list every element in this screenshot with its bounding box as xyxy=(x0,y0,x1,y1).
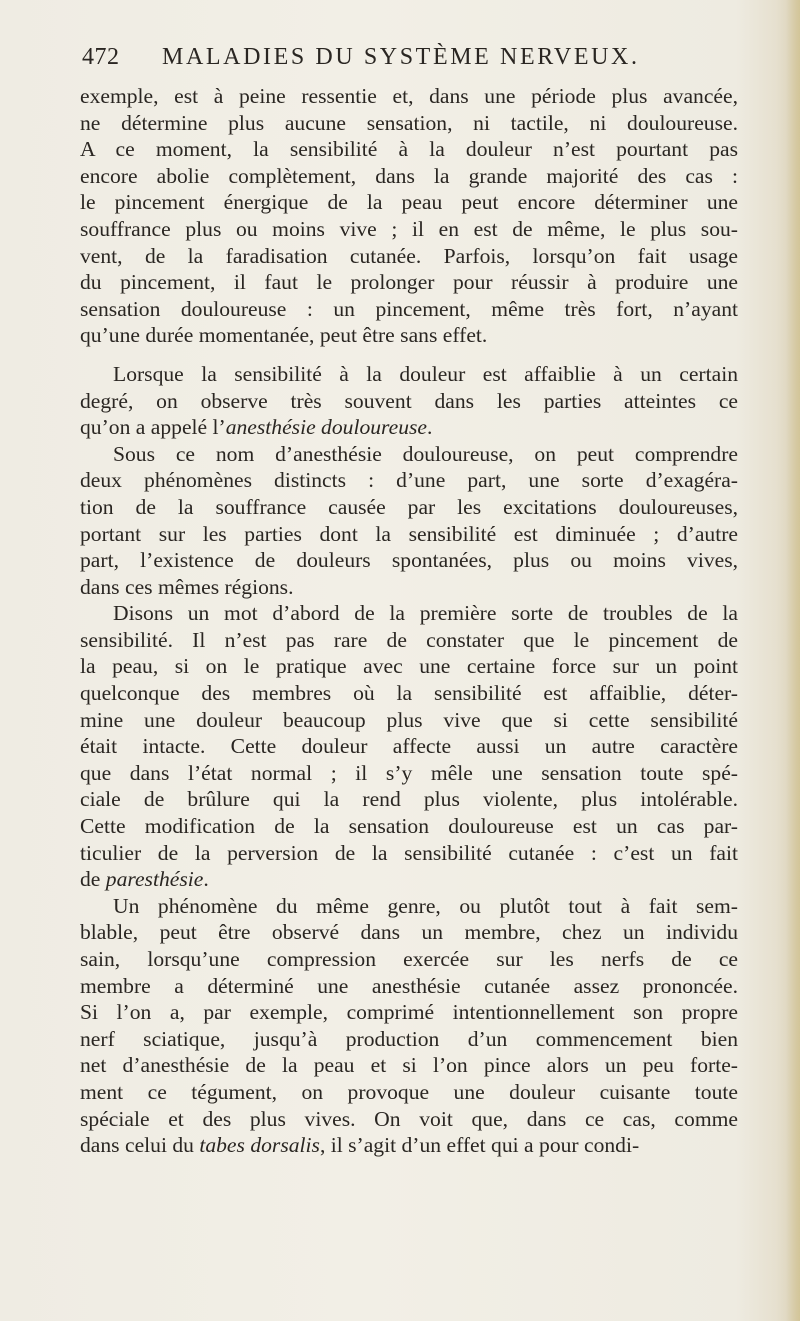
paragraph xyxy=(80,893,738,1159)
page-edge-shadow xyxy=(786,0,800,1321)
page-number: 472 xyxy=(82,44,120,70)
text-line: souffrance plus ou moins vive ; il en est de même, le plus sou- xyxy=(80,216,738,241)
text-line: ne détermine plus aucune sensation, ni tactile, ni douloureuse. xyxy=(80,110,738,135)
text-line: quelconque des membres où la sensibilité est affaiblie, déter- xyxy=(80,681,738,706)
text-line: était intacte. Cette douleur affecte aussi un autre caractère xyxy=(80,734,738,759)
italic-term: anesthésie douloureuse xyxy=(225,415,428,440)
text-line: A ce moment, la sensibilité à la douleur n’est pourtant pas xyxy=(80,137,738,162)
text-line: nerf sciatique, jusqu’à production d’un commencement bien xyxy=(80,1026,738,1051)
text-line: encore abolie complètement, dans la grande majorité des cas : xyxy=(80,163,738,188)
text-line: dans ces mêmes régions. xyxy=(80,574,294,599)
text-line: portant sur les parties dont la sensibilité est diminuée ; d’autre xyxy=(80,521,738,546)
body-text xyxy=(80,83,738,1159)
text-line: qu’on a appelé l’anesthésie douloureuse. xyxy=(80,415,433,440)
italic-term: tabes dorsalis xyxy=(199,1133,320,1158)
paragraph xyxy=(80,600,738,893)
running-title: MALADIES DU SYSTÈME NERVEUX. xyxy=(162,44,640,70)
text-line: spéciale et des plus vives. On voit que, dans ce cas, comme xyxy=(80,1106,738,1131)
text-line: Cette modification de la sensation douloureuse est un cas par- xyxy=(80,814,738,839)
text-line: ment ce tégument, on provoque une douleur cuisante toute xyxy=(80,1079,738,1104)
text-line: blable, peut être observé dans un membre, chez un individu xyxy=(80,920,738,945)
text-line: de paresthésie. xyxy=(80,867,209,892)
text-line: Si l’on a, par exemple, comprimé intentionnellement son propre xyxy=(80,1000,738,1025)
italic-term: paresthésie xyxy=(105,867,204,892)
page-header xyxy=(82,44,732,84)
paragraph xyxy=(80,361,738,441)
text-line: deux phénomènes distincts : d’une part, une sorte d’exagéra- xyxy=(80,468,738,493)
text-line: tion de la souffrance causée par les excitations douloureuses, xyxy=(80,494,738,519)
text-line: sensation douloureuse : un pincement, même très fort, n’ayant xyxy=(80,296,738,321)
text-line: Lorsque la sensibilité à la douleur est affaiblie à un certain xyxy=(113,361,738,386)
text-line: sain, lorsqu’une compression exercée sur les nerfs de ce xyxy=(80,947,738,971)
text-line: Disons un mot d’abord de la première sorte de troubles de la xyxy=(113,601,738,626)
text-line: vent, de la faradisation cutanée. Parfois, lorsqu’on fait usage xyxy=(80,243,738,268)
text-line: exemple, est à peine ressentie et, dans une période plus avancée, xyxy=(80,84,738,108)
text-line: net d’anesthésie de la peau et si l’on pince alors un peu forte- xyxy=(80,1053,738,1078)
text-line: le pincement énergique de la peau peut encore déterminer une xyxy=(80,190,738,215)
text-line: sensibilité. Il n’est pas rare de constater que le pincement de xyxy=(80,627,738,652)
text-line: Un phénomène du même genre, ou plutôt tout à fait sem- xyxy=(113,893,738,918)
text-line: qu’une durée momentanée, peut être sans effet. xyxy=(80,323,488,348)
text-line: du pincement, il faut le prolonger pour réussir à produire une xyxy=(80,270,738,295)
text-line: membre a déterminé une anesthésie cutanée assez prononcée. xyxy=(80,973,738,998)
text-line: la peau, si on le pratique avec une certaine force sur un point xyxy=(80,654,738,679)
text-line: Sous ce nom d’anesthésie douloureuse, on peut comprendre xyxy=(113,441,738,466)
text-line: que dans l’état normal ; il s’y mêle une sensation toute spé- xyxy=(80,760,738,785)
text-line: degré, on observe très souvent dans les parties atteintes ce xyxy=(80,388,738,413)
text-line: dans celui du tabes dorsalis, il s’agit d’un effet qui a pour condi- xyxy=(80,1133,640,1158)
text-line: ciale de brûlure qui la rend plus violente, plus intolérable. xyxy=(80,787,738,812)
text-line: ticulier de la perversion de la sensibilité cutanée : c’est un fait xyxy=(80,840,738,865)
paragraph-gap xyxy=(80,349,738,361)
paragraph xyxy=(80,83,738,349)
text-line: part, l’existence de douleurs spontanées, plus ou moins vives, xyxy=(80,548,738,573)
text-line: mine une douleur beaucoup plus vive que si cette sensibilité xyxy=(80,707,738,732)
paragraph xyxy=(80,441,738,601)
